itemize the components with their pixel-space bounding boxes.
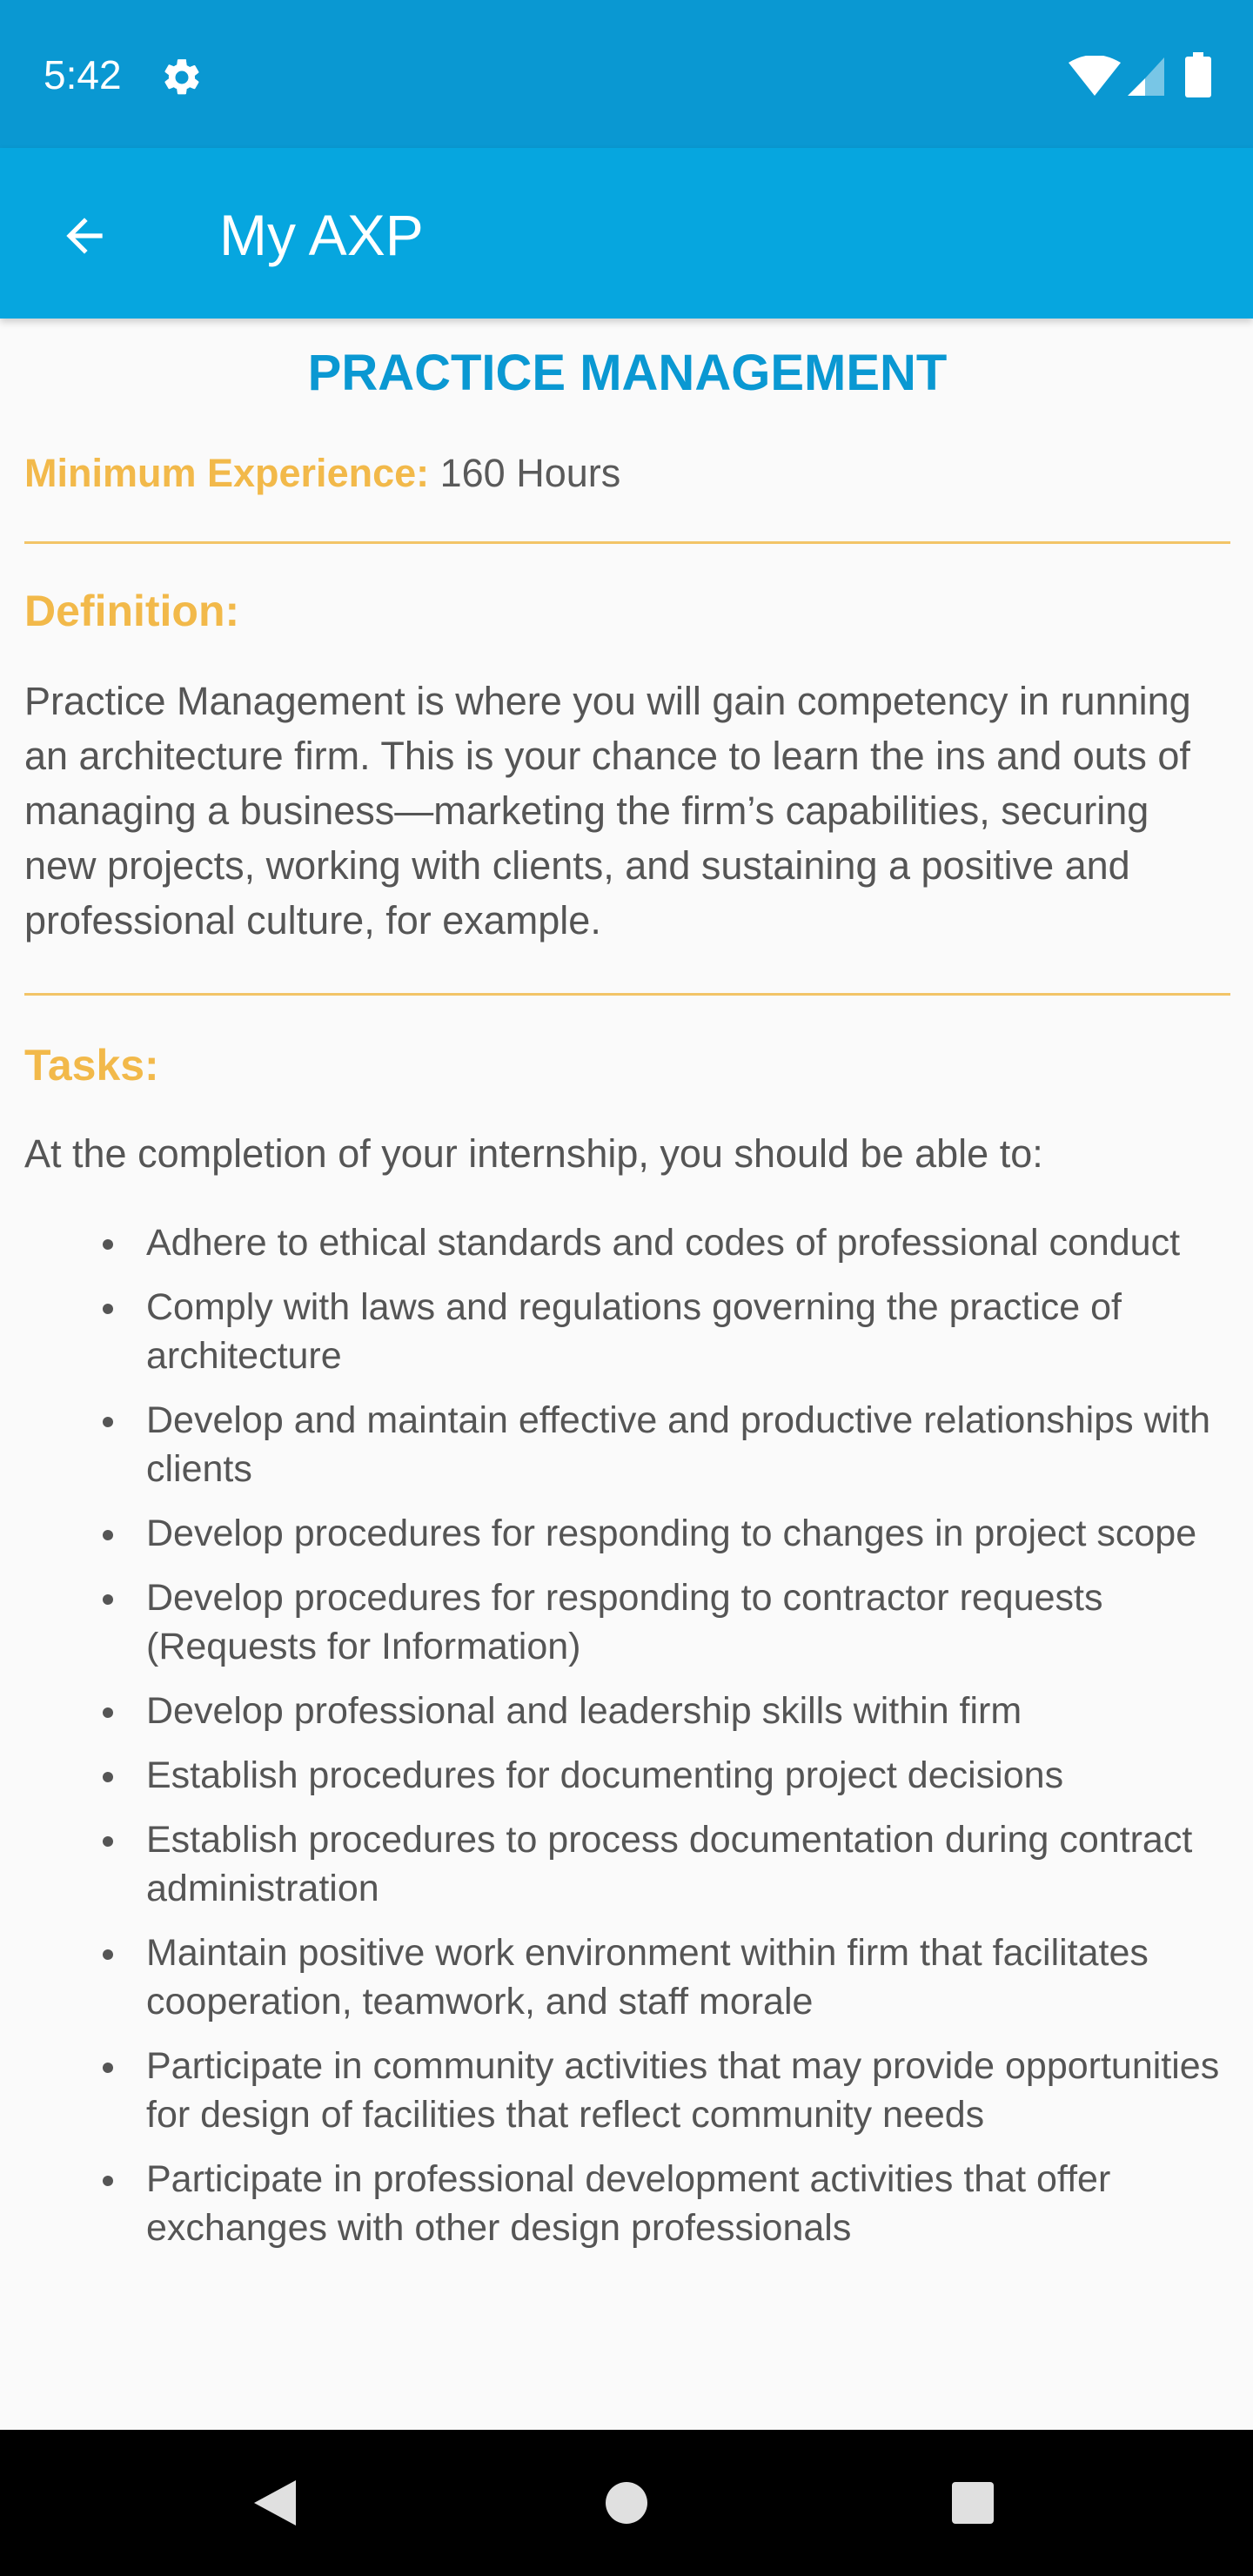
bullet-icon [103,1707,113,1718]
arrow-left-icon [57,209,111,263]
tasks-intro: At the completion of your internship, you should be able to: [24,1131,1043,1176]
content-scroll[interactable] [24,319,1230,2430]
list-item-text: Develop procedures for responding to changes in project scope [146,1513,1197,1554]
bullet-icon [103,1949,113,1960]
back-triangle-icon[interactable] [251,2477,299,2529]
back-button[interactable] [45,197,124,275]
home-circle-icon[interactable] [604,2480,649,2526]
list-item-text: Adhere to ethical standards and codes of professional conduct [146,1222,1181,1264]
list-item-text: Develop and maintain effective and productive relationships with clients [146,1399,1211,1490]
signal-icon [1128,54,1164,96]
list-item-text: Comply with laws and regulations governing the practice of architecture [146,1286,1122,1377]
minimum-experience-label: Minimum Experience: [24,451,430,495]
minimum-experience [24,447,1230,500]
list-item-text: Participate in community activities that may provide opportunities for design of facilities that reflect community needs [146,2045,1220,2136]
list-item [24,1929,1230,2026]
battery-icon [1185,52,1211,97]
wifi-icon [1069,56,1121,96]
tasks-heading: Tasks: [24,1041,159,1090]
list-item [24,1751,1230,1800]
recents-square-icon[interactable] [950,2480,995,2526]
list-item [24,1509,1230,1558]
definition-heading: Definition: [24,587,240,635]
divider [24,541,1230,544]
list-item [24,2042,1230,2139]
list-item [24,1815,1230,1913]
list-item [24,1573,1230,1671]
section-title: PRACTICE MANAGEMENT [307,345,948,401]
list-item [24,1687,1230,1735]
gear-icon [160,56,204,99]
task-list [24,1218,1230,2252]
status-bar [0,0,1253,148]
list-item [24,1396,1230,1493]
system-nav-bar [0,2430,1253,2576]
bullet-icon [103,1594,113,1605]
list-item [24,1283,1230,1380]
list-item-text: Develop professional and leadership skills within firm [146,1690,1022,1732]
list-item-text: Participate in professional development activities that offer exchanges with other design professionals [146,2158,1111,2249]
list-item [24,1218,1230,1267]
list-item-text: Develop procedures for responding to contractor requests (Requests for Information) [146,1577,1103,1667]
minimum-experience-value: 160 Hours [429,451,621,495]
status-time: 5:42 [44,52,122,97]
bullet-icon [103,1417,113,1427]
definition-text: Practice Management is where you will gain competency in running an architecture firm. This is your chance to learn the ins and outs of managing a business—marketing the firm’s capabilities, securing new projects, working with clients, and sustaining a positive and professional culture, for example. [24,679,1191,943]
bullet-icon [103,1239,113,1250]
app-bar [0,148,1253,319]
bullet-icon [103,1530,113,1540]
bullet-icon [103,2176,113,2186]
list-item-text: Maintain positive work environment within firm that facilitates cooperation, teamwork, and staff morale [146,1932,1149,2023]
bullet-icon [103,1836,113,1847]
divider [24,993,1230,996]
app-title: My AXP [219,203,424,267]
list-item [24,2155,1230,2252]
list-item-text: Establish procedures for documenting project decisions [146,1754,1064,1796]
bullet-icon [103,1304,113,1314]
bullet-icon [103,1772,113,1782]
bullet-icon [103,2063,113,2073]
list-item-text: Establish procedures to process documentation during contract administration [146,1819,1193,1909]
